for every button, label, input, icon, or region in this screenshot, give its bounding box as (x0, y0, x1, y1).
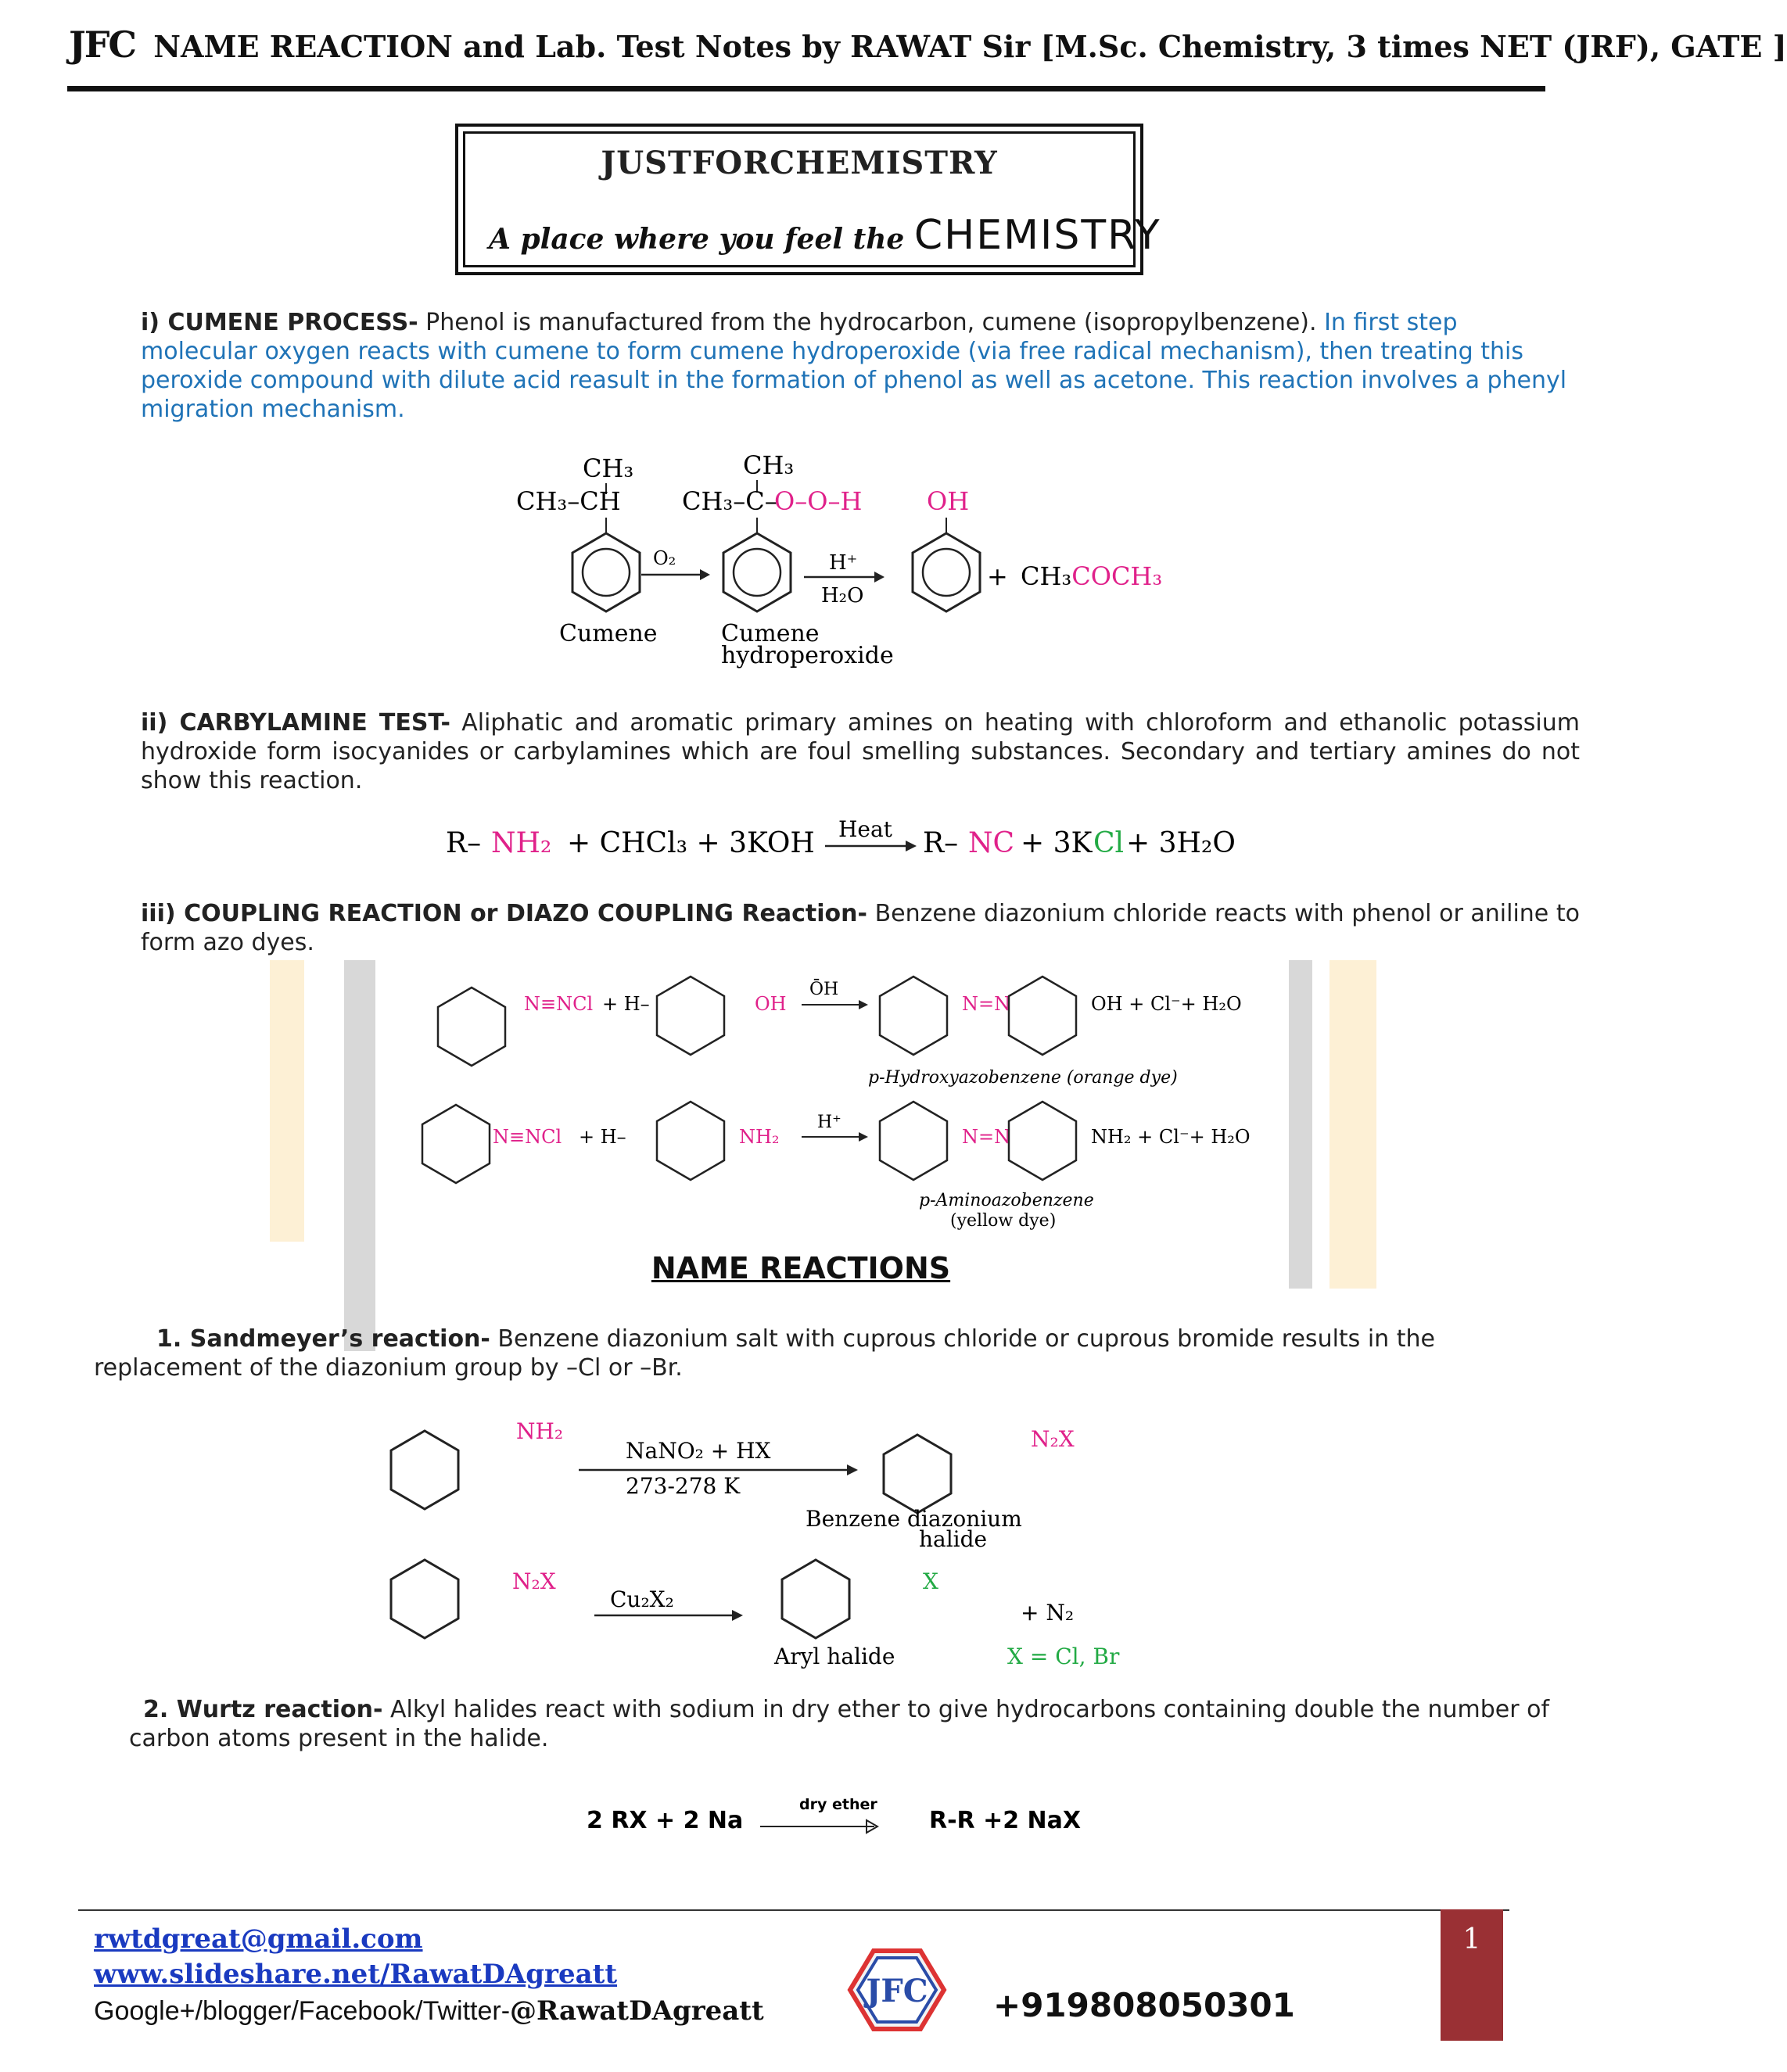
sandmeyer-scheme (375, 1415, 1204, 1673)
benzene-ring-phenol-2 (657, 977, 724, 1055)
acetone-ch3 (1021, 561, 1162, 591)
s-label1a: Benzene diazonium (806, 1506, 1022, 1532)
acetone-part-b: COCH₃ (1071, 561, 1163, 591)
page-number: 1 (1441, 1909, 1503, 2041)
label-hydroxyazo: p-Hydroxyazobenzene (orange dye) (868, 1068, 1178, 1088)
footer-social-handle: @RawatDAgreatt (510, 1995, 764, 2027)
benzene-ring-azo-1a (880, 977, 947, 1055)
cond-h: H⁺ (817, 1113, 841, 1132)
label-cumene: Cumene (559, 620, 658, 647)
footer-social-prefix: Google+/blogger/Facebook/Twitter- (94, 1996, 511, 2026)
diazo-2: N≡NCl (493, 1126, 562, 1148)
label-cumene-hydro-2: hydroperoxide (721, 642, 894, 669)
cumene-text: Phenol is manufactured from the hydrocarbon, cumene (isopropylbenzene). (418, 309, 1317, 336)
header-title: NAME REACTION and Lab. Test Notes by RAWAT Sir [M.Sc. Chemistry, 3 times NET (JRF), GATE ] (153, 29, 1787, 64)
sandmeyer-text: Benzene diazonium salt with cuprous chloride or cuprous bromide results in the replacement of the diazonium group by –Cl or –Br. (94, 1325, 1435, 1382)
carbylamine-equation (438, 813, 1267, 876)
carbylamine-text: Aliphatic and aromatic primary amines on heating with chloroform and ethanolic potassium hydroxide form isocyanides or carbylamines which are foul smelling substances. Secondary and tertiary amines do not show this reaction. (141, 709, 1580, 794)
s-label1b: halide (919, 1526, 988, 1552)
phenol-oh: OH (927, 486, 970, 516)
benzene-ring-phenol (913, 533, 980, 611)
benzene-ring-hydroperoxide (723, 533, 791, 611)
s-nh2: NH₂ (516, 1418, 564, 1444)
benzene-ring-diazo-1 (438, 988, 505, 1066)
coupling-paragraph (141, 899, 1580, 957)
coupling-scheme (391, 970, 1290, 1251)
watermark-stripe (270, 960, 304, 1242)
cumene-ch3ch: CH₃–CH (516, 486, 621, 516)
banner-subtitle-prefix: A place where you feel the (489, 223, 905, 256)
eq-r1: R– (446, 827, 482, 859)
s-n2x-2: N₂X (512, 1568, 556, 1594)
plus-h-2: + H– (579, 1126, 626, 1148)
wurtz-text: Alkyl halides react with sodium in dry ether to give hydrocarbons containing double the number of carbon atoms present in the halide. (129, 1696, 1549, 1752)
footer-social (94, 1995, 764, 2027)
s-x: X (923, 1568, 938, 1594)
azo-1: N=N (962, 993, 1011, 1015)
s-temp: 273-278 K (626, 1473, 741, 1499)
wurtz-cond: dry ether (799, 1796, 877, 1813)
svg-text:JFC: JFC (866, 1973, 928, 2009)
benzene-ring-diazonium-s2 (391, 1560, 458, 1638)
reagent-o2: O₂ (653, 547, 676, 569)
benzene-ring-aniline (657, 1102, 724, 1180)
s-plus-n2: + N₂ (1021, 1600, 1075, 1626)
eq-p1: + CHCl₃ + 3KOH (567, 827, 815, 859)
watermark-stripe (1329, 960, 1376, 1289)
cond-oh: ŌH (809, 980, 839, 999)
benzene-ring-diazonium-s (884, 1435, 951, 1513)
label-yellow-dye: (yellow dye) (950, 1211, 1057, 1231)
hydro-ooh: O–O–H (774, 486, 863, 516)
benzene-ring-aniline-s (391, 1431, 458, 1509)
wurtz-heading: 2. Wurtz reaction- (143, 1696, 383, 1723)
footer-email-link[interactable]: rwtdgreat@gmail.com (94, 1923, 423, 1955)
footer-slideshare-link[interactable]: www.slideshare.net/RawatDAgreatt (94, 1959, 618, 1990)
diazo-1: N≡NCl (524, 993, 594, 1015)
coupling-nh2: NH₂ (739, 1126, 780, 1148)
reagent-h-plus: H⁺ (829, 551, 858, 575)
sandmeyer-heading: 1. Sandmeyer’s reaction- (156, 1325, 490, 1353)
benzene-ring-azo-2a (880, 1102, 947, 1180)
jfc-logo-icon (846, 1947, 948, 2033)
wurtz-equation (579, 1791, 1142, 1845)
cumene-ch3-top: CH₃ (583, 453, 634, 483)
s-xdef: X = Cl, Br (1007, 1644, 1120, 1669)
header-divider (67, 86, 1545, 91)
tail-1: OH + Cl⁻+ H₂O (1091, 993, 1242, 1015)
benzene-ring-azo-1b (1009, 977, 1076, 1055)
eq-cond-heat: Heat (838, 816, 892, 842)
label-cumene-hydro-1: Cumene (721, 620, 820, 647)
eq-nc: NC (968, 827, 1015, 859)
wurtz-left: 2 RX + 2 Na (587, 1807, 744, 1834)
benzene-ring-cumene (572, 533, 640, 611)
banner-box (455, 124, 1161, 275)
banner-subtitle-big: CHEMISTRY (913, 212, 1161, 259)
azo-2: N=N (962, 1126, 1011, 1148)
benzene-ring-aryl-halide (782, 1560, 849, 1638)
eq-p2: + 3K (1021, 827, 1093, 859)
s-reagents: NaNO₂ + HX (626, 1438, 771, 1464)
hydro-ch3c: CH₃–C– (682, 486, 777, 516)
cumene-blue-text: In first step molecular oxygen reacts with cumene to form cumene hydroperoxide (via free radical mechanism), then treating this peroxide compound with dilute acid reasult in the formation of phenol as well as acetone. This reaction involves a phenyl migration mechanism. (141, 309, 1567, 423)
eq-cl: Cl (1093, 827, 1125, 859)
tail-2: NH₂ + Cl⁻+ H₂O (1091, 1126, 1251, 1148)
watermark-stripe (344, 960, 375, 1351)
name-reactions-heading: NAME REACTIONS (651, 1251, 951, 1285)
eq-p3: + 3H₂O (1126, 827, 1236, 859)
plus-sign: + (987, 561, 1008, 591)
acetone-part-a: CH₃ (1021, 561, 1072, 591)
eq-nh2: NH₂ (491, 827, 552, 859)
s-cu2x2: Cu₂X₂ (610, 1586, 674, 1612)
footer-phone: +919808050301 (993, 1986, 1295, 2024)
coupling-oh: OH (755, 993, 787, 1015)
cumene-paragraph (141, 308, 1580, 424)
watermark-stripe (1289, 960, 1312, 1289)
eq-r2: R– (923, 827, 959, 859)
jfc-logo-text: JFC (69, 23, 136, 66)
label-aminoazo: p-Aminoazobenzene (919, 1191, 1094, 1210)
wurtz-paragraph (129, 1695, 1568, 1753)
cumene-heading: i) CUMENE PROCESS- (141, 309, 418, 336)
plus-h-1: + H– (602, 993, 650, 1015)
page-header (69, 23, 1787, 66)
s-label2: Aryl halide (774, 1644, 895, 1669)
benzene-ring-azo-2b (1009, 1102, 1076, 1180)
benzene-ring-diazo-2 (422, 1105, 490, 1183)
wurtz-right: R-R +2 NaX (929, 1807, 1082, 1834)
hydro-ch3-top: CH₃ (743, 450, 795, 480)
banner-subtitle (489, 212, 1161, 259)
banner-title: JUSTFORCHEMISTRY (601, 145, 998, 181)
coupling-heading: iii) COUPLING REACTION or DIAZO COUPLING Reaction- (141, 900, 867, 927)
coupling-text: Benzene diazonium chloride reacts with phenol or aniline to form azo dyes. (141, 900, 1580, 956)
carbylamine-heading: ii) CARBYLAMINE TEST- (141, 709, 450, 737)
footer-divider (78, 1909, 1509, 1911)
carbylamine-paragraph (141, 708, 1580, 795)
reagent-h2o: H₂O (821, 584, 864, 608)
sandmeyer-paragraph (94, 1325, 1455, 1382)
cumene-scheme (501, 446, 1283, 680)
s-n2x: N₂X (1031, 1426, 1075, 1452)
